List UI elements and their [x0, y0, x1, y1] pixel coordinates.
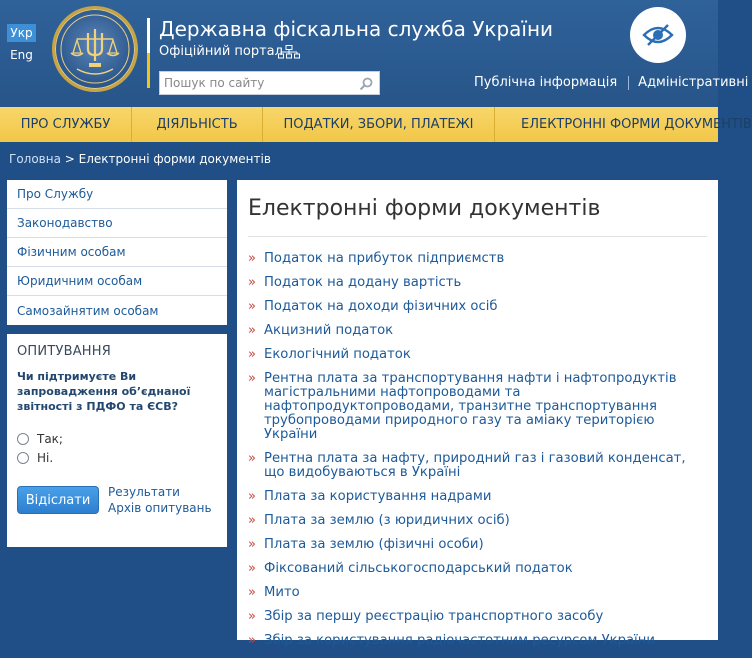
breadcrumb	[9, 152, 271, 166]
chevron-right-icon: »	[248, 323, 256, 338]
document-list	[248, 252, 708, 658]
list-item[interactable]: » Податок на доходи фізичних осіб	[248, 299, 498, 314]
nav-activity[interactable]: ДІЯЛЬНІСТЬ	[132, 107, 263, 142]
site-subtitle: Офіційний портал	[159, 44, 283, 59]
list-item[interactable]: » Мито	[248, 585, 300, 600]
search-input[interactable]	[160, 72, 350, 94]
list-item[interactable]: » Збір за першу реєстрацію транспортного засобу	[248, 609, 604, 624]
list-item[interactable]: » Рентна плата за нафту, природний газ і газовий конденсат, що видобуваються в Україні	[248, 451, 686, 480]
chevron-right-icon: »	[248, 513, 256, 528]
chevron-right-icon: »	[248, 371, 256, 386]
chevron-right-icon: »	[248, 561, 256, 576]
list-item[interactable]: » Рентна плата за транспортування нафти і нафтопродуктів магістральними нафтопроводами та нафтопродуктопроводами, транзитне транспортування трубопроводами природного газу та аміаку територією України	[248, 371, 677, 442]
poll-results-link[interactable]: Результати	[108, 485, 180, 499]
chevron-right-icon: »	[248, 609, 256, 624]
list-item[interactable]: » Податок на прибуток підприємств	[248, 251, 505, 266]
chevron-right-icon: »	[248, 537, 256, 552]
emblem-icon	[55, 9, 135, 89]
top-link-separator	[628, 76, 629, 90]
poll-title: ОПИТУВАННЯ	[17, 344, 111, 359]
list-item[interactable]: » Акцизний податок	[248, 323, 394, 338]
sidebar-item-self-employed[interactable]: Самозайнятим особам	[17, 303, 159, 318]
header-divider	[147, 18, 150, 88]
list-item[interactable]: » Екологічний податок	[248, 347, 411, 362]
emblem-logo[interactable]	[52, 6, 138, 92]
admin-services-link[interactable]: Адміністративні	[638, 75, 749, 90]
search-box	[159, 71, 380, 95]
breadcrumb-separator: >	[64, 152, 75, 166]
sidebar-item-legal-entities[interactable]: Юридичним особам	[7, 267, 227, 296]
chevron-right-icon: »	[248, 585, 256, 600]
poll-question: Чи підтримуєте Ви запровадження об’єднаної звітності з ПДФО та ЄСВ?	[17, 370, 191, 413]
chevron-right-icon: »	[248, 299, 256, 314]
site-title[interactable]: Державна фіскальна служба України	[159, 17, 554, 41]
nav-taxes[interactable]: ПОДАТКИ, ЗБОРИ, ПЛАТЕЖІ	[263, 107, 495, 142]
public-info-link[interactable]: Публічна інформація	[474, 75, 618, 90]
sidebar-item-legislation[interactable]: Законодавство	[7, 209, 227, 238]
nav-electronic-forms[interactable]: ЕЛЕКТРОННІ ФОРМИ ДОКУМЕНТІВ	[521, 117, 752, 132]
chevron-right-icon: »	[248, 451, 256, 466]
title-divider	[248, 236, 707, 237]
chevron-right-icon: »	[248, 633, 256, 648]
poll-option-label: Так;	[37, 432, 63, 446]
list-item[interactable]: » Плата за користування надрами	[248, 489, 492, 504]
lang-ukr-button[interactable]: Укр	[7, 24, 36, 42]
page-title: Електронні форми документів	[248, 196, 601, 221]
sidebar-menu	[7, 180, 227, 325]
chevron-right-icon: »	[248, 275, 256, 290]
accessibility-button[interactable]	[630, 7, 686, 63]
top-links	[474, 75, 748, 90]
poll-option-yes[interactable]	[17, 432, 63, 446]
poll-option-no[interactable]	[17, 451, 53, 465]
lang-eng-button[interactable]: Eng	[10, 48, 33, 62]
list-item[interactable]: » Плата за землю (фізичні особи)	[248, 537, 484, 552]
radio-yes[interactable]	[17, 433, 29, 445]
chevron-right-icon: »	[248, 347, 256, 362]
list-item[interactable]: » Фіксований сільськогосподарський податок	[248, 561, 573, 576]
search-icon[interactable]	[359, 76, 373, 95]
chevron-right-icon: »	[248, 251, 256, 266]
list-item[interactable]: » Плата за землю (з юридичних осіб)	[248, 513, 510, 528]
breadcrumb-home[interactable]: Головна	[9, 152, 61, 166]
chevron-right-icon: »	[248, 489, 256, 504]
main-content	[237, 180, 718, 648]
list-item[interactable]: » Податок на додану вартість	[248, 275, 462, 290]
poll-panel	[7, 334, 227, 547]
radio-no[interactable]	[17, 452, 29, 464]
site-header	[0, 0, 749, 107]
vote-button[interactable]: Відіслати	[17, 486, 99, 514]
breadcrumb-current: Електронні форми документів	[78, 152, 271, 166]
poll-option-label: Ні.	[37, 451, 54, 465]
eye-icon	[642, 21, 674, 49]
poll-archive-link[interactable]: Архів опитувань	[108, 501, 212, 515]
sidebar-item-individuals[interactable]: Фізичним особам	[7, 238, 227, 267]
sidebar-item-about[interactable]: Про Службу	[7, 180, 227, 209]
nav-about[interactable]: ПРО СЛУЖБУ	[0, 107, 132, 142]
list-item[interactable]: » Збір за користування радіочастотним ресурсом України	[248, 633, 655, 648]
sitemap-icon[interactable]	[278, 44, 300, 63]
main-nav	[0, 107, 752, 142]
